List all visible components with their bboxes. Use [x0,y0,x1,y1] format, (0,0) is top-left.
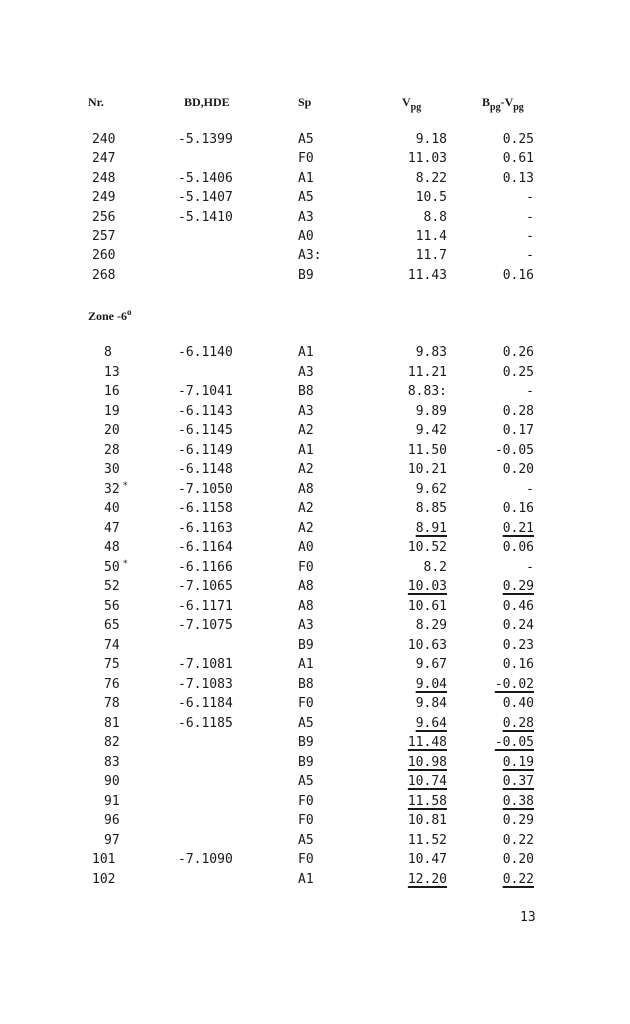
table-row [0,460,630,480]
table-row [0,188,630,208]
cell-sp: A1 [298,871,314,887]
table-row [0,616,630,636]
table-row [0,149,630,169]
cell-nr: 102 [92,871,116,887]
table-row [0,343,630,363]
table-row [0,636,630,656]
table-row [0,753,630,773]
cell-v: 10.47 [407,852,447,867]
cell-b-v: -0.05 [494,442,534,458]
cell-b-v: 0.20 [502,852,534,867]
table-header [0,92,630,112]
cell-v: 9.83 [415,345,447,360]
cell-v: 9.89 [415,403,447,419]
table-row [0,558,630,578]
cell-b-v: - [526,209,534,225]
cell-nr: 76 [104,676,120,692]
cell-nr: 249 [92,190,116,206]
cell-nr: 32 * [104,480,129,497]
cell-v: 8.83: [407,384,447,399]
cell-b-v: 0.28 [502,403,534,419]
cell-v: 12.20 [407,871,447,887]
cell-nr: 97 [104,832,120,848]
cell-sp: F0 [298,793,314,809]
cell-v: 11.7 [415,248,447,264]
cell-v: 8.2 [423,559,447,575]
cell-v: 11.4 [415,229,447,244]
cell-bd: -5.1407 [178,190,233,206]
cell-sp: F0 [298,151,314,167]
cell-sp: F0 [298,559,314,575]
cell-sp: A1 [298,170,314,186]
table-row [0,169,630,189]
cell-nr: 20 [104,423,120,438]
cell-sp: A5 [298,774,314,789]
cell-v: 11.48 [407,735,447,750]
cell-nr: 56 [104,598,120,614]
cell-sp: A2 [298,462,314,477]
cell-sp: B8 [298,384,314,399]
cell-bd: -7.1081 [178,657,233,672]
cell-sp: B9 [298,735,314,750]
table-row [0,480,630,500]
page-number: 13 [520,910,536,925]
cell-v: 9.62 [415,481,447,497]
table-row [0,694,630,714]
cell-sp: B9 [298,637,314,653]
table-row [0,850,630,870]
cell-v: 9.67 [415,657,447,672]
cell-sp: A8 [298,598,314,614]
cell-v: 8.22 [415,170,447,186]
cell-sp: A2 [298,423,314,438]
table-row [0,227,630,247]
cell-b-v: 0.16 [502,657,534,672]
cell-b-v: 0.38 [502,793,534,809]
cell-nr: 8 [104,345,112,360]
cell-b-v: 0.40 [502,696,534,711]
cell-v: 8.91 [415,520,447,536]
cell-b-v: 0.26 [502,345,534,360]
cell-nr: 13 [104,364,120,380]
cell-bd: -6.1171 [178,598,233,614]
cell-b-v: 0.20 [502,462,534,477]
cell-b-v: 0.06 [502,540,534,555]
cell-b-v: 0.16 [502,501,534,516]
cell-v: 8.85 [415,501,447,516]
header-sp: Sp [298,95,312,109]
cell-b-v: - [526,481,534,497]
cell-nr: 81 [104,715,120,731]
cell-bd: -7.1083 [178,676,233,692]
cell-sp: A2 [298,501,314,516]
cell-sp: A1 [298,345,314,360]
cell-sp: B8 [298,676,314,692]
cell-sp: B9 [298,267,314,283]
table-row [0,441,630,461]
cell-v: 10.21 [407,462,447,477]
cell-b-v: - [526,248,534,264]
cell-bd: -6.1140 [178,345,233,360]
cell-b-v: 0.46 [502,598,534,614]
cell-b-v: 0.28 [502,715,534,731]
cell-bd: -5.1406 [178,170,233,186]
table-row [0,421,630,441]
cell-bd: -6.1145 [178,423,233,438]
cell-sp: A5 [298,190,314,206]
table-row [0,870,630,890]
cell-sp: A3 [298,403,314,419]
cell-b-v: - [526,559,534,575]
cell-b-v: 0.22 [502,832,534,848]
table-row [0,363,630,383]
cell-bd: -5.1399 [178,132,233,147]
cell-b-v: 0.61 [502,151,534,167]
table-row [0,792,630,812]
cell-nr: 90 [104,774,120,789]
header-v: $V_{pg}$ [402,95,422,113]
cell-b-v: 0.16 [502,267,534,283]
cell-nr: 28 [104,442,120,458]
header-color-index: $B_{pg}-V_{pg}$ [482,95,524,113]
table-row [0,246,630,266]
cell-nr: 47 [104,520,120,536]
table-row [0,577,630,597]
table-row [0,655,630,675]
cell-nr: 101 [92,852,116,867]
cell-v: 10.74 [407,774,447,789]
cell-sp: B9 [298,754,314,770]
cell-nr: 82 [104,735,120,750]
table-row [0,266,630,286]
cell-b-v: -0.02 [494,676,534,692]
cell-bd: -7.1065 [178,579,233,594]
cell-sp: A5 [298,715,314,731]
table-row [0,130,630,150]
cell-b-v: 0.19 [502,754,534,770]
cell-b-v: 0.29 [502,579,534,594]
zone-heading: Zone -6$^o$ [88,307,132,323]
cell-nr: 74 [104,637,120,653]
cell-sp: A3 [298,618,314,633]
cell-bd: -5.1410 [178,209,233,225]
header-nr: Nr. [88,95,104,109]
cell-v: 11.03 [407,151,447,167]
table-row [0,831,630,851]
cell-bd: -7.1075 [178,618,233,633]
cell-bd: -6.1163 [178,520,233,536]
cell-v: 11.21 [407,364,447,380]
cell-v: 9.42 [415,423,447,438]
cell-nr: 256 [92,209,116,225]
cell-v: 11.43 [407,267,447,283]
cell-nr: 75 [104,657,120,672]
cell-nr: 91 [104,793,120,809]
cell-v: 8.8 [423,209,447,225]
cell-sp: A3: [298,248,322,264]
cell-v: 11.50 [407,442,447,458]
cell-nr: 48 [104,540,120,555]
cell-sp: A0 [298,540,314,555]
cell-sp: F0 [298,852,314,867]
cell-nr: 247 [92,151,116,167]
cell-b-v: -0.05 [494,735,534,750]
cell-v: 10.5 [415,190,447,206]
cell-v: 10.52 [407,540,447,555]
cell-v: 9.04 [415,676,447,692]
cell-sp: A3 [298,364,314,380]
cell-b-v: 0.22 [502,871,534,887]
cell-v: 10.81 [407,813,447,828]
table-row [0,402,630,422]
cell-b-v: 0.37 [502,774,534,789]
table-row [0,597,630,617]
cell-bd: -6.1149 [178,442,233,458]
cell-bd: -6.1184 [178,696,233,711]
table-row [0,811,630,831]
cell-nr: 19 [104,403,120,419]
cell-sp: A1 [298,657,314,672]
cell-b-v: 0.23 [502,637,534,653]
cell-v: 9.84 [415,696,447,711]
cell-b-v: - [526,190,534,206]
note-marker: * [122,558,129,569]
cell-sp: A0 [298,229,314,244]
table-row [0,499,630,519]
cell-b-v: 0.24 [502,618,534,633]
cell-bd: -7.1090 [178,852,233,867]
cell-v: 9.64 [415,715,447,731]
cell-sp: A1 [298,442,314,458]
cell-nr: 65 [104,618,120,633]
cell-nr: 260 [92,248,116,264]
cell-nr: 40 [104,501,120,516]
cell-v: 8.29 [415,618,447,633]
cell-bd: -6.1166 [178,559,233,575]
cell-b-v: 0.21 [502,520,534,536]
cell-v: 11.52 [407,832,447,848]
cell-b-v: 0.17 [502,423,534,438]
cell-nr: 16 [104,384,120,399]
cell-b-v: - [526,229,534,244]
cell-nr: 96 [104,813,120,828]
cell-nr: 50 * [104,558,129,575]
cell-nr: 257 [92,229,116,244]
cell-nr: 30 [104,462,120,477]
table-row [0,675,630,695]
cell-nr: 268 [92,267,116,283]
cell-sp: A8 [298,579,314,594]
cell-b-v: 0.29 [502,813,534,828]
cell-sp: A5 [298,832,314,848]
cell-bd: -6.1185 [178,715,233,731]
table-row [0,519,630,539]
cell-bd: -6.1164 [178,540,233,555]
cell-sp: F0 [298,813,314,828]
cell-bd: -6.1148 [178,462,233,477]
cell-bd: -6.1143 [178,403,233,419]
cell-b-v: 0.13 [502,170,534,186]
cell-nr: 52 [104,579,120,594]
cell-v: 10.98 [407,754,447,770]
cell-v: 9.18 [415,132,447,147]
cell-sp: A5 [298,132,314,147]
cell-nr: 83 [104,754,120,770]
table-row [0,208,630,228]
cell-bd: -6.1158 [178,501,233,516]
cell-nr: 240 [92,132,116,147]
cell-v: 10.63 [407,637,447,653]
table-row [0,382,630,402]
cell-v: 11.58 [407,793,447,809]
note-marker: * [122,480,129,491]
cell-sp: A2 [298,520,314,536]
cell-nr: 78 [104,696,120,711]
table-row [0,714,630,734]
cell-b-v: 0.25 [502,364,534,380]
cell-sp: F0 [298,696,314,711]
cell-sp: A3 [298,209,314,225]
cell-v: 10.03 [407,579,447,594]
header-bd-hde: BD,HDE [184,95,230,109]
cell-bd: -7.1050 [178,481,233,497]
table-row [0,772,630,792]
cell-b-v: 0.25 [502,132,534,147]
table-row [0,538,630,558]
table-row [0,733,630,753]
cell-bd: -7.1041 [178,384,233,399]
cell-sp: A8 [298,481,314,497]
cell-v: 10.61 [407,598,447,614]
cell-nr: 248 [92,170,116,186]
cell-b-v: - [526,384,534,399]
